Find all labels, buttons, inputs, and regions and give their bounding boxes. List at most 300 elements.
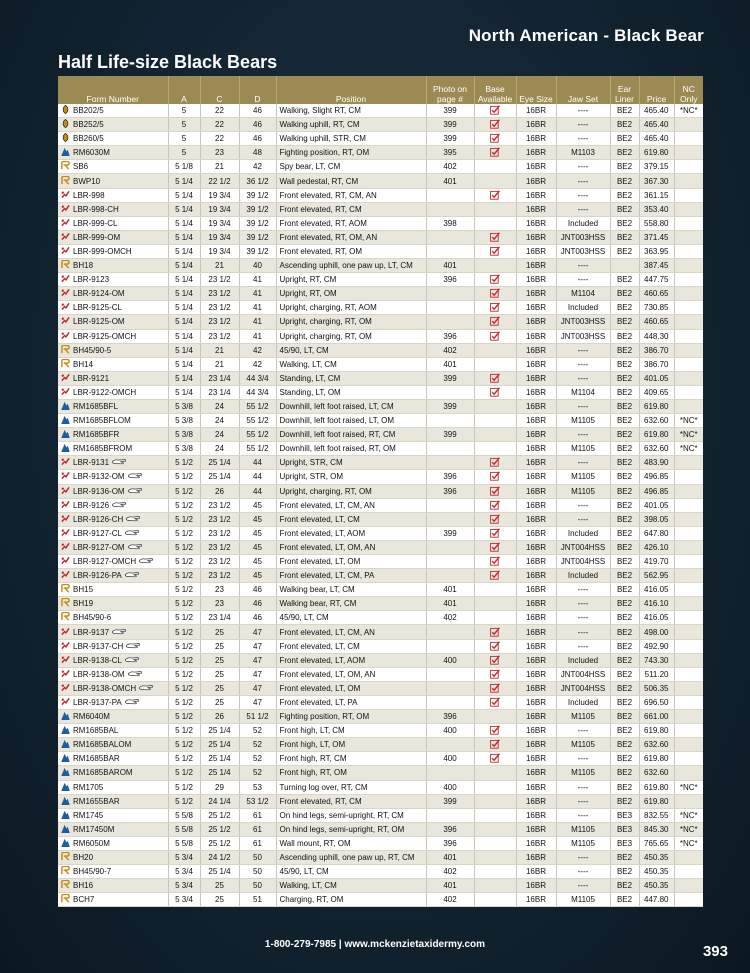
form-number-text: BH45/90-5 [73,345,112,355]
cell-position: Front elevated, RT, CM [276,794,426,808]
cell-price: 492.90 [639,639,674,653]
form-number-text: LBR-999-CL [73,218,118,228]
form-number-text: RM1705 [73,782,104,792]
cell-price: 448.30 [639,329,674,343]
cell-jaw: Included [556,301,610,315]
cell-price: 401.05 [639,371,674,385]
brand-lbr-icon [61,246,70,255]
cell-nc [674,766,703,780]
cell-photo [426,681,474,695]
brand-bh-icon [61,880,70,889]
brand-bh-icon [61,598,70,607]
table-row [58,865,703,879]
cell-eye: 16BR [516,625,556,639]
cell-nc [674,273,703,287]
cell-jaw: M1105 [556,414,610,428]
base-checkmark-icon [490,486,500,496]
cell-jaw: ---- [556,259,610,273]
cell-a: 5 1/2 [168,780,200,794]
cell-base [474,371,516,385]
cell-form-number [58,879,168,893]
cell-ear: BE2 [610,695,639,709]
form-number-text: BH15 [73,585,94,595]
cell-jaw: M1105 [556,710,610,724]
cell-d: 40 [239,259,276,273]
cell-price: 386.70 [639,343,674,357]
cell-jaw: M1105 [556,893,610,907]
brand-rm-icon [61,429,70,438]
base-checkmark-icon [490,739,500,749]
cell-position: Walking uphill, RT, CM [276,118,426,132]
cell-base [474,526,516,540]
cell-d: 41 [239,315,276,329]
cell-ear: BE2 [610,428,639,442]
cell-position: Front elevated, LT, CM [276,639,426,653]
cell-ear: BE2 [610,160,639,174]
cell-c: 19 3/4 [200,216,239,230]
cell-jaw: ---- [556,188,610,202]
table-row [58,174,703,188]
brand-rm-icon [61,810,70,819]
cell-base [474,132,516,146]
pointing-hand-icon [126,640,141,647]
cell-jaw: ---- [556,498,610,512]
cell-position: Walking uphill, STR, CM [276,132,426,146]
cell-base [474,850,516,864]
cell-d: 39 1/2 [239,188,276,202]
cell-photo [426,498,474,512]
cell-eye: 16BR [516,470,556,484]
cell-ear: BE2 [610,583,639,597]
cell-photo [426,385,474,399]
cell-eye: 16BR [516,104,556,118]
table-row [58,611,703,625]
table-row [58,484,703,498]
pointing-hand-icon [125,696,140,703]
base-checkmark-icon [490,627,500,637]
cell-ear: BE2 [610,414,639,428]
table-row [58,710,703,724]
cell-position: Charging, RT, OM [276,893,426,907]
table-row [58,202,703,216]
cell-c: 25 1/2 [200,822,239,836]
cell-a: 5 3/8 [168,428,200,442]
cell-position: Upright, STR, OM [276,470,426,484]
cell-form-number [58,399,168,413]
cell-eye: 16BR [516,188,556,202]
form-number-text: LBR-999-OM [73,232,121,242]
col-c: C [200,76,239,104]
cell-base [474,625,516,639]
cell-photo: 402 [426,160,474,174]
pointing-hand-icon [128,485,143,492]
cell-jaw: ---- [556,512,610,526]
cell-jaw: ---- [556,273,610,287]
cell-a: 5 3/4 [168,850,200,864]
cell-position: Front high, LT, CM [276,724,426,738]
cell-d: 42 [239,160,276,174]
cell-form-number [58,174,168,188]
form-number-text: LBR-9125-CL [73,303,122,313]
cell-ear: BE2 [610,526,639,540]
brand-bh-icon [61,894,70,903]
table-row [58,893,703,907]
cell-base [474,597,516,611]
cell-base [474,484,516,498]
cell-price: 361.15 [639,188,674,202]
cell-nc [674,146,703,160]
cell-base [474,710,516,724]
cell-d: 55 1/2 [239,399,276,413]
base-checkmark-icon [490,246,500,256]
form-number-text: LBR-9126-CH [73,514,124,524]
cell-price: 483.90 [639,456,674,470]
cell-nc [674,343,703,357]
cell-position: Walking, Slight RT, CM [276,104,426,118]
form-number-text: LBR-998-CH [73,204,119,214]
brand-rm-icon [61,796,70,805]
pointing-hand-icon [128,668,143,675]
cell-form-number [58,385,168,399]
cell-c: 25 1/4 [200,865,239,879]
cell-form-number [58,780,168,794]
base-checkmark-icon [490,471,500,481]
cell-d: 53 1/2 [239,794,276,808]
cell-form-number [58,315,168,329]
cell-price: 498.00 [639,625,674,639]
cell-a: 5 1/2 [168,738,200,752]
cell-jaw: M1103 [556,146,610,160]
cell-d: 41 [239,273,276,287]
cell-ear: BE2 [610,681,639,695]
cell-photo: 395 [426,146,474,160]
cell-price: 409.65 [639,385,674,399]
cell-price: 647.80 [639,526,674,540]
cell-position: Front elevated, LT, OM [276,555,426,569]
brand-lbr-icon [61,486,70,495]
cell-photo [426,456,474,470]
cell-a: 5 1/2 [168,695,200,709]
cell-nc [674,540,703,554]
cell-form-number [58,836,168,850]
cell-c: 21 [200,160,239,174]
form-number-text: LBR-9131 [73,458,110,468]
cell-base [474,794,516,808]
brand-lbr-icon [61,387,70,396]
footer-contact: 1-800-279-7985 | www.mckenzietaxidermy.com [264,939,486,950]
form-number-text: LBR-9137-CH [73,641,124,651]
cell-d: 46 [239,118,276,132]
cell-jaw: ---- [556,160,610,174]
cell-nc [674,893,703,907]
cell-eye: 16BR [516,399,556,413]
cell-base [474,244,516,258]
cell-form-number [58,766,168,780]
cell-position: Downhill, left foot raised, LT, OM [276,414,426,428]
cell-c: 23 [200,597,239,611]
cell-c: 22 [200,132,239,146]
brand-lbr-icon [61,204,70,213]
cell-jaw: JNT003HSS [556,230,610,244]
pointing-hand-icon [112,499,127,506]
cell-price: 632.60 [639,738,674,752]
cell-eye: 16BR [516,667,556,681]
cell-price: 496.85 [639,484,674,498]
cell-jaw: ---- [556,118,610,132]
cell-nc [674,202,703,216]
cell-eye: 16BR [516,794,556,808]
cell-base [474,188,516,202]
cell-form-number [58,442,168,456]
base-checkmark-icon [490,669,500,679]
cell-nc [674,329,703,343]
base-checkmark-icon [490,232,500,242]
cell-c: 23 1/2 [200,555,239,569]
cell-base [474,836,516,850]
cell-base [474,498,516,512]
brand-bh-icon [61,866,70,875]
table-row [58,780,703,794]
cell-photo: 396 [426,836,474,850]
cell-position: Upright, charging, RT, OM [276,315,426,329]
cell-c: 25 [200,681,239,695]
base-checkmark-icon [490,500,500,510]
col-jaw: Jaw Set [556,76,610,104]
cell-ear: BE2 [610,188,639,202]
cell-price: 511.20 [639,667,674,681]
cell-d: 47 [239,625,276,639]
cell-photo: 396 [426,484,474,498]
cell-c: 23 1/2 [200,273,239,287]
cell-position: Upright, charging, RT, OM [276,484,426,498]
cell-c: 25 1/4 [200,766,239,780]
cell-eye: 16BR [516,780,556,794]
cell-d: 61 [239,836,276,850]
cell-c: 21 [200,357,239,371]
cell-a: 5 1/4 [168,385,200,399]
cell-a: 5 1/4 [168,343,200,357]
cell-price: 845.30 [639,822,674,836]
cell-a: 5 1/2 [168,794,200,808]
cell-base [474,442,516,456]
cell-eye: 16BR [516,259,556,273]
cell-photo [426,512,474,526]
cell-ear: BE2 [610,118,639,132]
brand-lbr-icon [61,627,70,636]
cell-position: Upright, STR, CM [276,456,426,470]
cell-price: 419.70 [639,555,674,569]
cell-a: 5 [168,146,200,160]
table-row [58,118,703,132]
form-number-text: BH20 [73,853,94,863]
brand-bb-icon [61,105,70,114]
form-number-text: BWP10 [73,176,101,186]
form-number-text: LBR-9123 [73,275,110,285]
cell-ear: BE2 [610,540,639,554]
cell-eye: 16BR [516,385,556,399]
cell-jaw: JNT003HSS [556,315,610,329]
brand-rm-icon [61,443,70,452]
cell-a: 5 1/2 [168,625,200,639]
cell-a: 5 1/2 [168,498,200,512]
cell-form-number [58,667,168,681]
section-title: North American - Black Bear [468,26,704,45]
table-row [58,428,703,442]
cell-price: 632.60 [639,414,674,428]
table-row [58,456,703,470]
cell-base [474,822,516,836]
cell-ear: BE2 [610,653,639,667]
cell-base [474,540,516,554]
brand-lbr-icon [61,655,70,664]
cell-d: 47 [239,639,276,653]
cell-eye: 16BR [516,611,556,625]
cell-form-number [58,583,168,597]
table-row [58,442,703,456]
cell-position: Front high, RT, OM [276,766,426,780]
cell-jaw: M1104 [556,385,610,399]
cell-c: 25 [200,879,239,893]
cell-form-number [58,484,168,498]
cell-jaw: M1105 [556,766,610,780]
cell-photo: 399 [426,428,474,442]
cell-d: 39 1/2 [239,244,276,258]
cell-price: 450.35 [639,850,674,864]
base-checkmark-icon [490,725,500,735]
form-number-text: LBR-9136-OM [73,486,125,496]
cell-photo: 401 [426,597,474,611]
brand-rm-icon [61,838,70,847]
cell-ear: BE2 [610,667,639,681]
cell-position: Front elevated, RT, OM [276,244,426,258]
cell-form-number [58,244,168,258]
cell-jaw: M1105 [556,822,610,836]
cell-ear: BE2 [610,385,639,399]
page-number: 393 [702,943,728,960]
cell-jaw: ---- [556,428,610,442]
cell-form-number [58,710,168,724]
cell-base [474,752,516,766]
cell-price: 387.45 [639,259,674,273]
cell-c: 25 1/2 [200,836,239,850]
cell-eye: 16BR [516,569,556,583]
table-row [58,597,703,611]
cell-jaw: ---- [556,583,610,597]
table-row [58,399,703,413]
cell-c: 25 [200,639,239,653]
form-number-text: RM1745 [73,810,104,820]
cell-form-number [58,470,168,484]
cell-photo: 399 [426,371,474,385]
cell-ear: BE2 [610,724,639,738]
base-checkmark-icon [490,570,500,580]
cell-base [474,216,516,230]
cell-nc [674,555,703,569]
cell-eye: 16BR [516,681,556,695]
cell-position: Walking, LT, CM [276,879,426,893]
cell-base [474,315,516,329]
cell-nc [674,512,703,526]
base-checkmark-icon [490,641,500,651]
cell-photo [426,766,474,780]
cell-eye: 16BR [516,343,556,357]
cell-c: 23 1/2 [200,287,239,301]
cell-a: 5 [168,132,200,146]
form-number-text: LBR-9127-CL [73,528,122,538]
cell-eye: 16BR [516,766,556,780]
cell-jaw: ---- [556,752,610,766]
cell-nc [674,371,703,385]
cell-photo: 402 [426,343,474,357]
cell-a: 5 3/8 [168,414,200,428]
col-d: D [239,76,276,104]
cell-jaw: M1105 [556,470,610,484]
cell-base [474,118,516,132]
cell-base [474,766,516,780]
pointing-hand-icon [128,470,143,477]
cell-ear: BE3 [610,808,639,822]
cell-c: 23 [200,583,239,597]
form-number-text: LBR-9126-PA [73,571,122,581]
brand-lbr-icon [61,556,70,565]
form-number-text: RM6050M [73,838,110,848]
table-row [58,569,703,583]
cell-price: 465.40 [639,132,674,146]
cell-ear: BE2 [610,343,639,357]
form-number-text: BB260/5 [73,134,104,144]
cell-form-number [58,216,168,230]
brand-rm-icon [61,725,70,734]
cell-ear: BE2 [610,244,639,258]
cell-position: On hind legs, semi-upright, RT, OM [276,822,426,836]
cell-photo [426,625,474,639]
cell-position: Ascending uphill, one paw up, LT, CM [276,259,426,273]
cell-nc: *NC* [674,428,703,442]
cell-form-number [58,202,168,216]
cell-photo [426,414,474,428]
cell-d: 47 [239,653,276,667]
cell-c: 23 1/2 [200,498,239,512]
cell-c: 25 [200,695,239,709]
cell-position: Upright, RT, OM [276,287,426,301]
cell-price: 398.05 [639,512,674,526]
cell-jaw: Included [556,569,610,583]
cell-base [474,230,516,244]
cell-form-number [58,625,168,639]
cell-d: 50 [239,879,276,893]
cell-ear: BE2 [610,611,639,625]
cell-form-number [58,893,168,907]
cell-a: 5 3/4 [168,879,200,893]
cell-base [474,583,516,597]
cell-position: Front elevated, LT, AOM [276,526,426,540]
cell-ear [610,259,639,273]
cell-eye: 16BR [516,160,556,174]
cell-eye: 16BR [516,174,556,188]
cell-a: 5 1/4 [168,273,200,287]
cell-eye: 16BR [516,597,556,611]
cell-ear: BE2 [610,498,639,512]
cell-d: 44 3/4 [239,385,276,399]
cell-form-number [58,188,168,202]
cell-form-number [58,343,168,357]
cell-base [474,611,516,625]
base-checkmark-icon [490,387,500,397]
form-number-text: LBR-9132-OM [73,472,125,482]
cell-eye: 16BR [516,752,556,766]
form-number-text: BH19 [73,599,94,609]
cell-nc: *NC* [674,414,703,428]
